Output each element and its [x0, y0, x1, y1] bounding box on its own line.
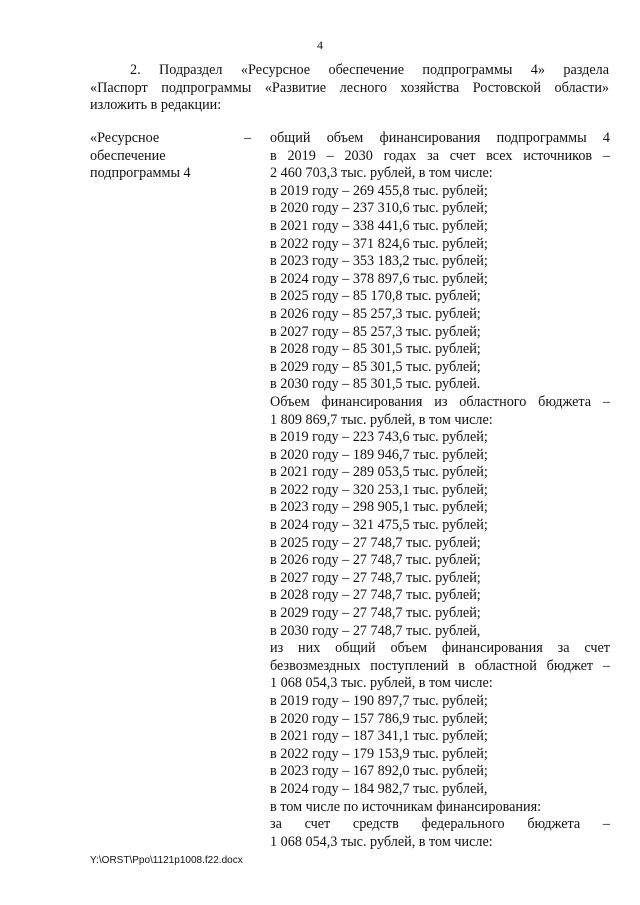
funding-line: в 2019 году – 223 743,6 тыс. рублей;: [270, 429, 488, 446]
file-path-footer: Y:\ORST\Ppo\1121p1008.f22.docx: [90, 855, 243, 866]
funding-line: безвозмездных поступлений в областной бюджет –: [270, 657, 610, 674]
funding-line: в 2025 году – 27 748,7 тыс. рублей;: [270, 534, 481, 551]
funding-line: в 2019 – 2030 годах за счет всех источников –: [270, 147, 610, 164]
funding-details: [270, 130, 610, 851]
funding-line: за счет средств федерального бюджета –: [270, 816, 610, 833]
intro-line-1: 2. Подраздел «Ресурсное обеспечение подпрограммы 4» раздела: [130, 62, 609, 78]
funding-line: в 2030 году – 85 301,5 тыс. рублей.: [270, 376, 481, 393]
funding-line: в 2024 году – 321 475,5 тыс. рублей;: [270, 517, 488, 534]
funding-line: в 2026 году – 27 748,7 тыс. рублей;: [270, 552, 481, 569]
funding-line: 2 460 703,3 тыс. рублей, в том числе:: [270, 165, 493, 182]
funding-line: 1 068 054,3 тыс. рублей, в том числе:: [270, 833, 493, 850]
funding-line: в 2020 году – 237 310,6 тыс. рублей;: [270, 200, 488, 217]
resource-label: [90, 130, 240, 183]
intro-line-3: изложить в редакции:: [90, 97, 222, 113]
intro-paragraph: [90, 62, 609, 115]
intro-line-2: «Паспорт подпрограммы «Развитие лесного хозяйства Ростовской области»: [90, 79, 609, 96]
funding-line: в 2021 году – 187 341,1 тыс. рублей;: [270, 728, 488, 745]
funding-line: в 2020 году – 189 946,7 тыс. рублей;: [270, 446, 488, 463]
funding-line: в 2022 году – 371 824,6 тыс. рублей;: [270, 235, 488, 252]
funding-line: в 2027 году – 85 257,3 тыс. рублей;: [270, 323, 481, 340]
funding-line: из них общий объем финансирования за счет: [270, 640, 610, 657]
resource-label-line: обеспечение: [90, 147, 166, 164]
funding-line: в 2028 году – 27 748,7 тыс. рублей;: [270, 587, 481, 604]
funding-line: в 2024 году – 378 897,6 тыс. рублей;: [270, 270, 488, 287]
funding-line: в 2029 году – 85 301,5 тыс. рублей;: [270, 358, 481, 375]
separator-dash: –: [244, 130, 252, 146]
funding-line: в 2026 году – 85 257,3 тыс. рублей;: [270, 305, 481, 322]
page-number: 4: [317, 38, 323, 52]
funding-line: Объем финансирования из областного бюджета –: [270, 393, 610, 410]
funding-line: в 2022 году – 320 253,1 тыс. рублей;: [270, 481, 488, 498]
funding-line: 1 809 869,7 тыс. рублей, в том числе:: [270, 411, 493, 428]
funding-line: в 2021 году – 338 441,6 тыс. рублей;: [270, 217, 488, 234]
funding-line: в 2021 году – 289 053,5 тыс. рублей;: [270, 464, 488, 481]
funding-line: в 2019 году – 190 897,7 тыс. рублей;: [270, 693, 488, 709]
funding-line: общий объем финансирования подпрограммы 4: [270, 130, 610, 146]
resource-label-line: подпрограммы 4: [90, 165, 191, 182]
funding-line: в 2023 году – 298 905,1 тыс. рублей;: [270, 499, 488, 516]
funding-line: в 2024 году – 184 982,7 тыс. рублей,: [270, 780, 488, 797]
funding-line: в 2022 году – 179 153,9 тыс. рублей;: [270, 745, 488, 762]
funding-line: в 2023 году – 353 183,2 тыс. рублей;: [270, 253, 488, 270]
resource-label-line: «Ресурсное: [90, 130, 160, 146]
funding-line: в 2029 году – 27 748,7 тыс. рублей;: [270, 605, 481, 622]
funding-line: в 2020 году – 157 786,9 тыс. рублей;: [270, 710, 488, 727]
funding-line: в 2025 году – 85 170,8 тыс. рублей;: [270, 288, 481, 305]
funding-line: в 2028 году – 85 301,5 тыс. рублей;: [270, 341, 481, 358]
funding-line: в 2019 году – 269 455,8 тыс. рублей;: [270, 182, 488, 199]
funding-line: в 2023 году – 167 892,0 тыс. рублей;: [270, 763, 488, 780]
funding-line: в том числе по источникам финансирования:: [270, 798, 542, 815]
funding-line: в 2030 году – 27 748,7 тыс. рублей,: [270, 622, 481, 639]
funding-line: в 2027 году – 27 748,7 тыс. рублей;: [270, 569, 481, 586]
funding-line: 1 068 054,3 тыс. рублей, в том числе:: [270, 675, 493, 692]
